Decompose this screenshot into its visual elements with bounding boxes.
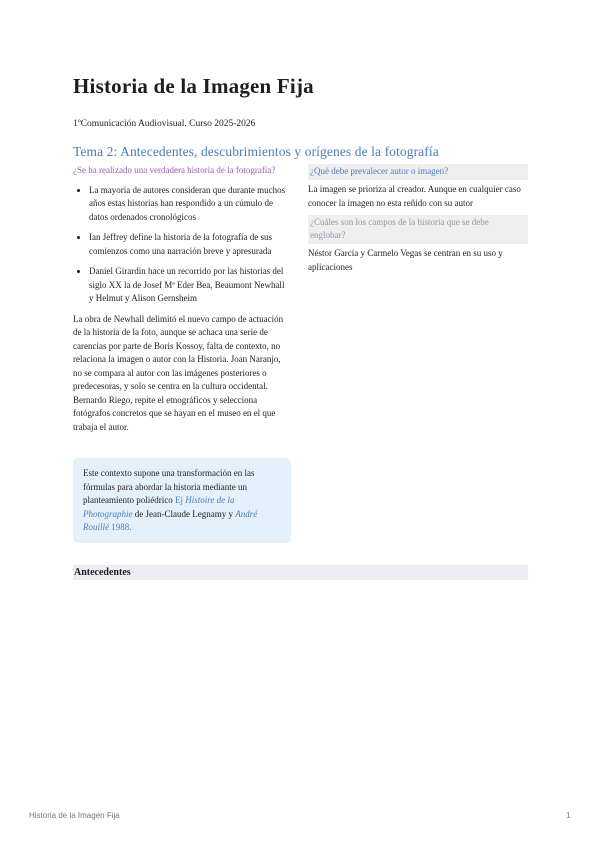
list-item: • La mayoría de autores consideran que durante muchos años estas historias han respondido a un cúmulo de datos ordenados cronológicos bbox=[89, 184, 291, 225]
left-question: ¿Se ha realizado una verdadera historia de la fotografía? bbox=[73, 165, 276, 175]
section-title: Tema 2: Antecedentes, descubrimientos y orígenes de la fotografía bbox=[73, 144, 439, 159]
right-question-1: ¿Qué debe prevalecer autor o imagen? bbox=[308, 164, 528, 180]
callout-ref-prefix: Ej bbox=[174, 495, 183, 505]
list-item: • Daniel Girardin hace un recorrido por las historias del siglo XX la de Josef Mª Eder Bea, Beaumont Newhall y Helmut y Alison Gernsheim bbox=[89, 265, 291, 306]
right-answer-1: La imagen se prioriza al creador. Aunque en cualquier caso conocer la imagen no esta reñido con su autor bbox=[308, 184, 521, 208]
callout-ref-year: 1988. bbox=[111, 522, 132, 532]
bullet-list bbox=[73, 184, 291, 306]
callout-text: Este contexto supone una transformación en las fórmulas para abordar la historia mediante un planteamiento poliédrico bbox=[83, 468, 255, 505]
footer-title: Historia de la Imagen Fija bbox=[29, 811, 120, 820]
body-paragraph: La obra de Newhall delimitó el nuevo campo de actuación de la historia de la foto, aunque se achaca una serie de carencias por parte de Boris Kossoy, falta de contexto, no relaciona la imagen o autor con la Historia. Joan Naranjo, no se compara al autor con las imágenes posteriores o predecesoras, y solo se centra en la cultura occidental. Bernardo Riego, repite el etnográficos y selecciona fotógrafos concretos que se hayan en el museo en el que trabaja el autor. bbox=[73, 313, 284, 432]
right-question-2: ¿Cuáles son los campos de la historia que se debe englobar? bbox=[308, 215, 528, 244]
right-column bbox=[308, 164, 528, 279]
callout-box bbox=[73, 458, 291, 543]
callout-ref-author: André Rouillé bbox=[83, 508, 258, 532]
page-number: 1 bbox=[566, 811, 571, 820]
list-item: • Ian Jeffrey define la historia de la fotografía de sus comienzos como una narración breve y apresurada bbox=[89, 231, 291, 258]
section-band: Antecedentes bbox=[73, 565, 528, 580]
right-answer-2: Néstor García y Carmelo Vegas se centran en su uso y aplicaciones bbox=[308, 248, 503, 272]
document-subtitle: 1ºComunicación Audiovisual. Curso 2025-2026 bbox=[73, 119, 256, 129]
left-column bbox=[73, 164, 291, 434]
document-title: Historia de la Imagen Fija bbox=[73, 74, 314, 98]
callout-ref-title: Histoire de la Photographie bbox=[83, 495, 235, 519]
callout-text-2: de Jean-Claude Legnamy y bbox=[134, 508, 233, 519]
